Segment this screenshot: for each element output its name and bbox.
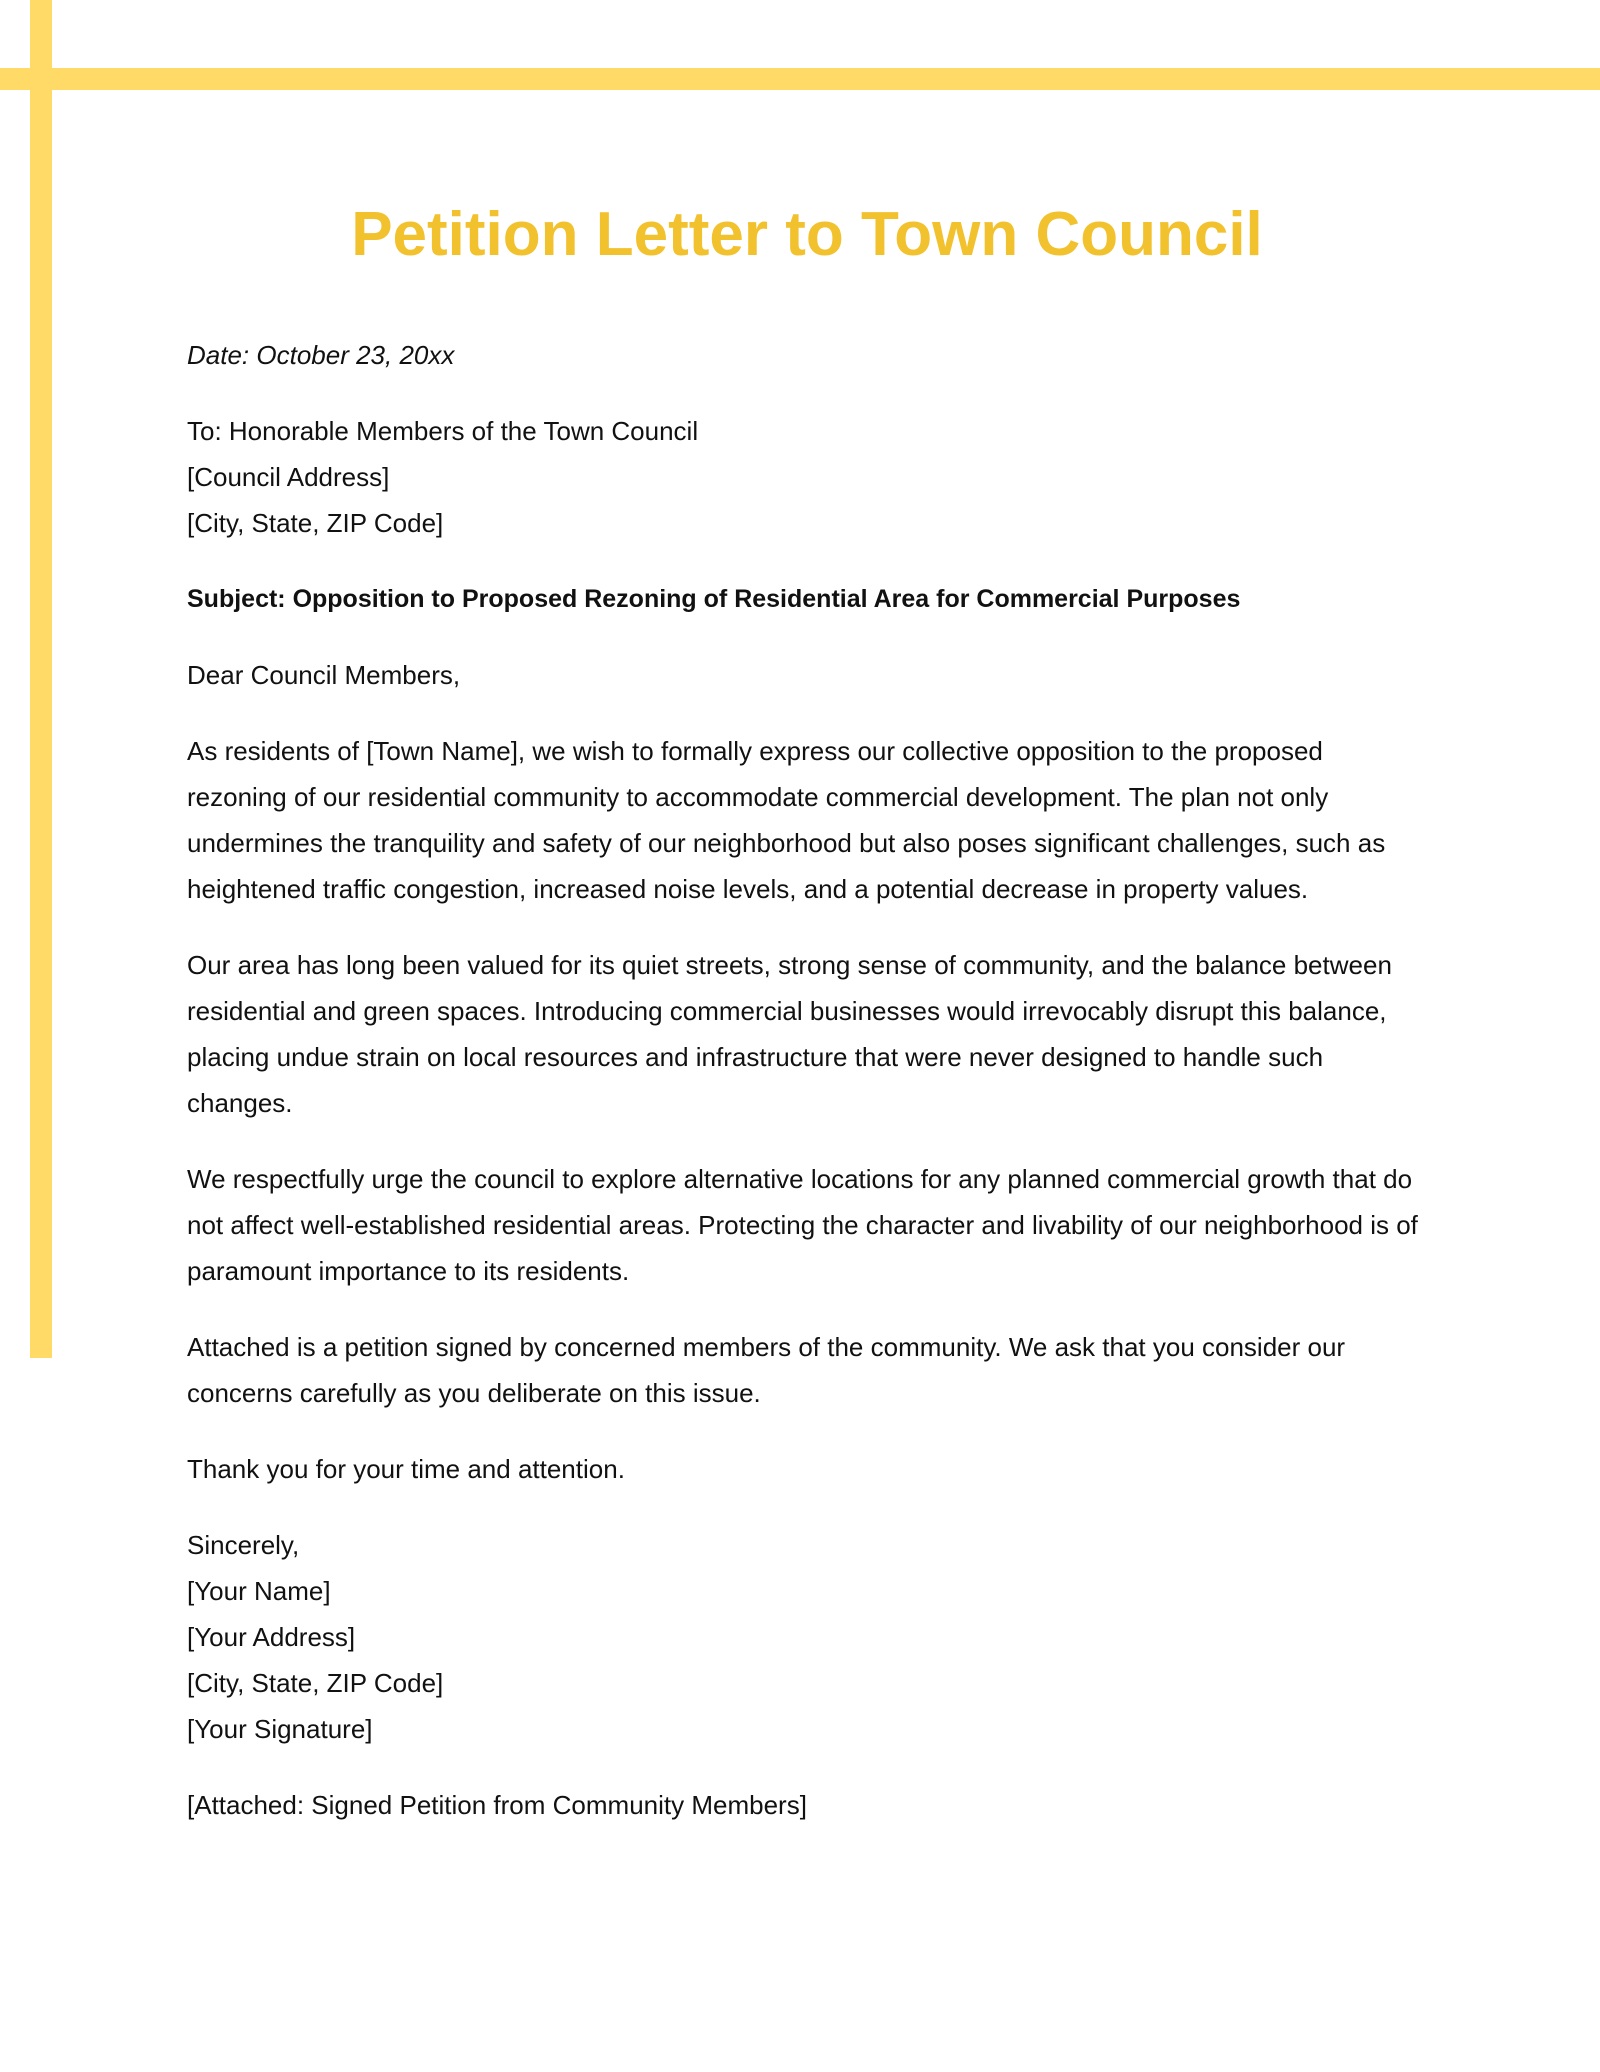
horizontal-accent-bar: [0, 68, 1600, 90]
closing-block: [187, 1522, 1427, 1752]
thanks-line: Thank you for your time and attention.: [187, 1454, 625, 1484]
sender-address: [Your Address]: [187, 1622, 356, 1652]
recipient-line: To: Honorable Members of the Town Council: [187, 416, 699, 446]
body-paragraph: Attached is a petition signed by concerned members of the community. We ask that you consider our concerns carefully as you deliberate on this issue.: [187, 1332, 1346, 1408]
body-paragraph: Our area has long been valued for its quiet streets, strong sense of community, and the balance between residential and green spaces. Introducing commercial businesses would irrevocably disrupt this balance, placing undue strain on local resources and infrastructure that were never designed to handle such changes.: [187, 950, 1392, 1118]
body-paragraph: As residents of [Town Name], we wish to formally express our collective opposition to the proposed rezoning of our residential community to accommodate commercial development. The plan not only undermines the tranquility and safety of our neighborhood but also poses significant challenges, such as heightened traffic congestion, increased noise levels, and a potential decrease in property values.: [187, 736, 1386, 904]
sign-off: Sincerely,: [187, 1530, 300, 1560]
letter-document: [187, 190, 1427, 1828]
letter-date: Date: October 23, 20xx: [187, 340, 455, 370]
recipient-city: [City, State, ZIP Code]: [187, 508, 444, 538]
sender-name: [Your Name]: [187, 1576, 331, 1606]
recipient-block: [187, 408, 1427, 546]
sender-city: [City, State, ZIP Code]: [187, 1668, 444, 1698]
body-paragraph: We respectfully urge the council to explore alternative locations for any planned commercial growth that do not affect well-established residential areas. Protecting the character and livability of our neighborhood is of paramount importance to its residents.: [187, 1164, 1418, 1286]
letter-subject: Subject: Opposition to Proposed Rezoning of Residential Area for Commercial Purposes: [187, 585, 1241, 613]
recipient-address: [Council Address]: [187, 462, 390, 492]
attachment-note: [Attached: Signed Petition from Community Members]: [187, 1790, 807, 1820]
vertical-accent-bar: [30, 0, 52, 1358]
sender-signature: [Your Signature]: [187, 1714, 373, 1744]
page-title: Petition Letter to Town Council: [351, 200, 1263, 269]
salutation: Dear Council Members,: [187, 660, 461, 690]
